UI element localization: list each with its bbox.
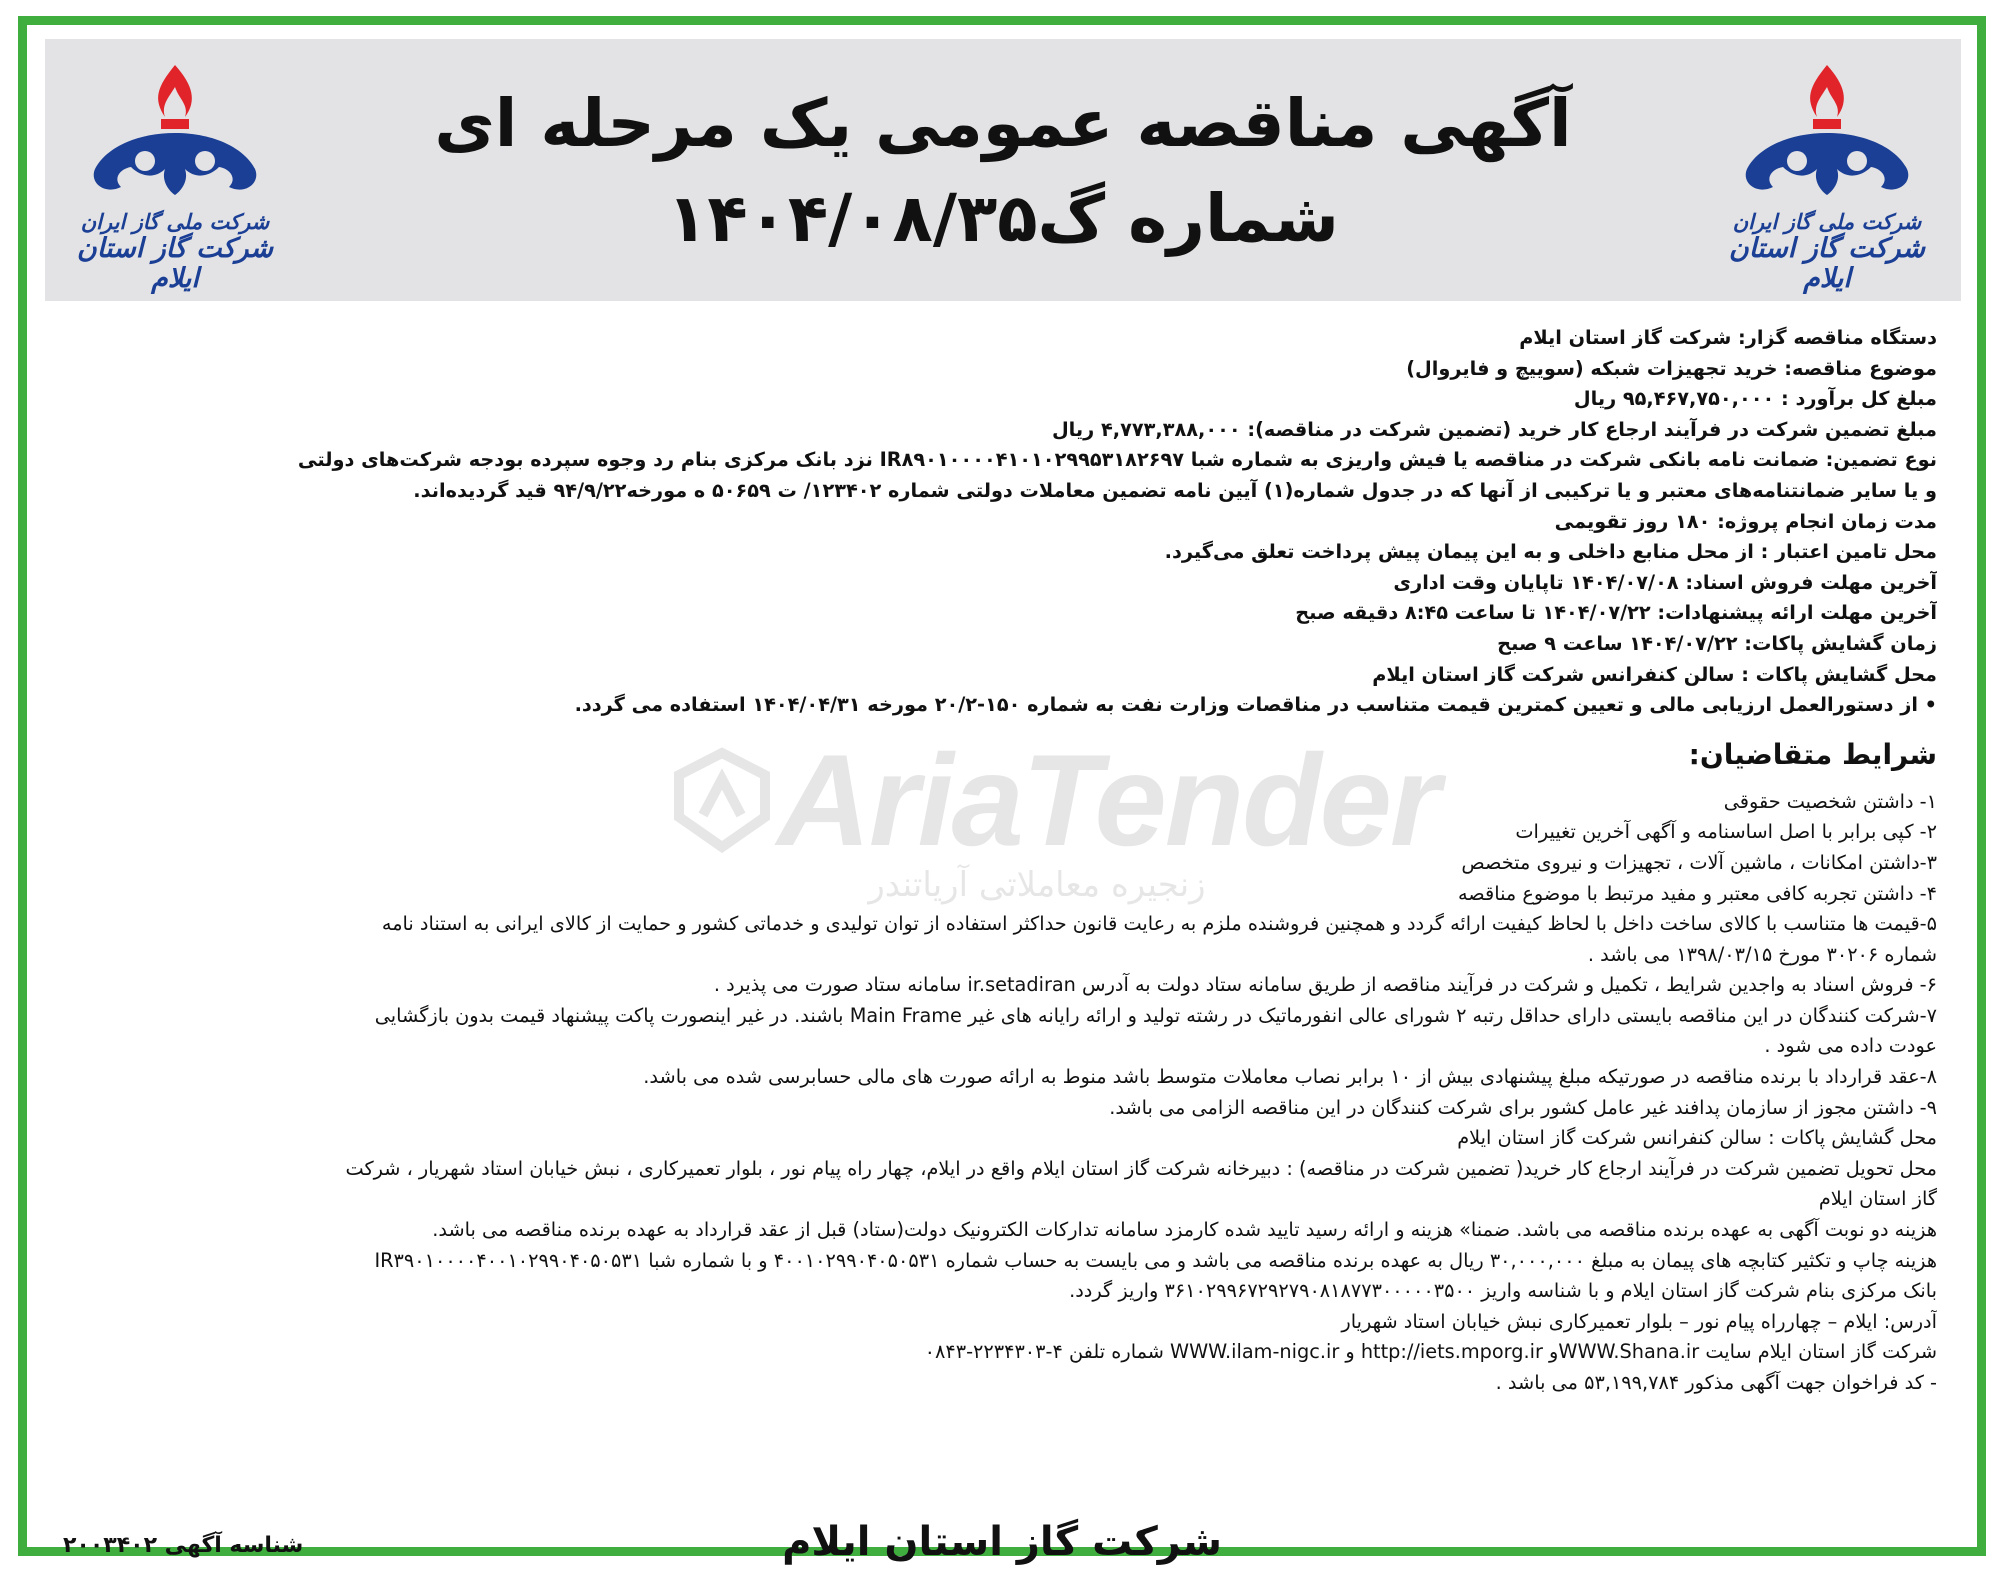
conditions-heading: شرایط متقاضیان: [1688, 737, 1937, 771]
condition-item: ۷-شرکت کنندگان در این مناقصه بایستی دارای حداقل رتبه ۲ شورای عالی انفورماتیک در رشته تولید و ارائه رایانه های غیر Main Frame باشند. در غیر اینصورت پاکت پیشنهاد قیمت بدون بازگشایی [374, 1003, 1937, 1027]
title-line-2: شماره گ۱۴۰۴/۰۸/۳۵ [667, 180, 1339, 257]
detail-guarantee-type-cont: و یا سایر ضمانتنامه‌های معتبر و یا ترکیبی از آنها که در جدول شماره(۱) آیین نامه تضمین معاملات دولتی شماره ۱۲۳۴۰۲/ ت ۵۰۶۵۹ ه مورخه۹۴/۹/۲۲ قید گردیده‌اند. [413, 478, 1937, 502]
condition-item: شماره ۳۰۲۰۶ مورخ ۱۳۹۸/۰۳/۱۵ می باشد . [1587, 942, 1937, 966]
condition-item: محل گشایش پاکات : سالن کنفرانس شرکت گاز استان ایلام [1457, 1126, 1937, 1150]
condition-item: ۳-داشتن امکانات ، ماشین آلات ، تجهیزات و نیروی متخصص [1461, 850, 1937, 874]
gas-flame-logo-icon [65, 57, 285, 207]
condition-item: هزینه چاپ و تکثیر کتابچه های پیمان به مبلغ ۳۰,۰۰۰,۰۰۰ ریال به عهده برنده مناقصه می باشد و می بایست به حساب شماره ۴۰۰۱۰۲۹۹۰۴۰۵۰۵۳۱ و با شماره شبا IR۳۹۰۱۰۰۰۰۴۰۰۱۰۲۹۹۰۴۰۵۰۵۳۱ [374, 1248, 1937, 1272]
detail-subject: موضوع مناقصه: خرید تجهیزات شبکه (سوییچ و فایروال) [1406, 356, 1937, 380]
detail-guarantee-amount: مبلغ تضمین شرکت در فرآیند ارجاع کار خرید (تضمین شرکت در مناقصه): ۴,۷۷۳,۳۸۸,۰۰۰ ریال [1051, 417, 1937, 441]
condition-item: گاز استان ایلام [1818, 1187, 1937, 1211]
detail-duration: مدت زمان انجام پروژه: ۱۸۰ روز تقویمی [1554, 509, 1937, 533]
condition-item: ۲- کپی برابر با اصل اساسنامه و آگهی آخرین تغییرات [1515, 820, 1937, 844]
detail-opening-time: زمان گشایش پاکات: ۱۴۰۴/۰۷/۲۲ ساعت ۹ صبح [1497, 631, 1937, 655]
watermark-brand: AriaTender [777, 727, 1439, 873]
detail-opening-place: محل گشایش پاکات : سالن کنفرانس شرکت گاز استان ایلام [1372, 662, 1937, 686]
footer-ad-id: شناسه آگهی ۲۰۰۳۴۰۲ [63, 1533, 304, 1558]
detail-organizer: دستگاه مناقصه گزار: شرکت گاز استان ایلام [1519, 326, 1937, 349]
condition-item: ۸-عقد قرارداد با برنده مناقصه در صورتیکه مبلغ پیشنهادی بیش از ۱۰ برابر نصاب معاملات متوسط باشد منوط به ارائه صورت های مالی حسابرسی شده می باشد. [643, 1065, 1937, 1089]
logo-caption-ilam: شرکت گاز استان ایلام [1728, 233, 1926, 294]
condition-item: عودت داده می شود . [1764, 1034, 1937, 1058]
company-logo-right [1717, 57, 1937, 294]
condition-item: بانک مرکزی بنام شرکت گاز استان ایلام و با شناسه واریز ۳۶۱۰۲۹۹۶۷۲۹۲۷۹۰۸۱۸۷۷۳۰۰۰۰۰۳۵۰۰ واریز گردد. [1069, 1279, 1937, 1303]
logo-caption-ilam: شرکت گاز استان ایلام [76, 233, 274, 294]
title-line-1: آگهی مناقصه عمومی یک مرحله ای [434, 85, 1572, 162]
company-logo-left [65, 57, 285, 294]
condition-item: محل تحویل تضمین شرکت در فرآیند ارجاع کار خرید( تضمین شرکت در مناقصه) : دبیرخانه شرکت گاز استان ایلام واقع در ایلام، چهار راه پیام نور ، بلوار تعمیرکاری ، نبش خیابان استاد شهریار ، شرکت [345, 1156, 1937, 1180]
detail-bid-deadline: آخرین مهلت ارائه پیشنهادات: ۱۴۰۴/۰۷/۲۲ تا ساعت ۸:۴۵ دقیقه صبح [1295, 601, 1937, 625]
condition-item: هزینه دو نوبت آگهی به عهده برنده مناقصه می باشد. ضمنا» هزینه و ارائه رسید تایید شده کارمزد سامانه تدارکات الکترونیک دولت(ستاد) قبل از عقد قرارداد به عهده برنده مناقصه می باشد. [432, 1218, 1937, 1242]
logo-caption-nigc: شرکت ملی گاز ایران [80, 210, 270, 234]
notice-title [305, 79, 1701, 269]
detail-estimate: مبلغ کل برآورد : ۹۵,۴۶۷,۷۵۰,۰۰۰ ریال [1573, 387, 1937, 411]
gas-flame-logo-icon [1717, 57, 1937, 207]
notice-header [45, 39, 1961, 301]
condition-item: ۶- فروش اسناد به واجدین شرایط ، تکمیل و شرکت در فرآیند مناقصه از طریق سامانه ستاد دولت به آدرس ir.setadiran سامانه ستاد صورت می پذیرد . [713, 973, 1937, 997]
condition-item: ۴- داشتن تجربه کافی معتبر و مفید مرتبط با موضوع مناقصه [1457, 881, 1937, 905]
condition-item: ۱- داشتن شخصیت حقوقی [1723, 789, 1937, 813]
footer-company-name: شرکت گاز استان ایلام [782, 1519, 1222, 1565]
detail-doc-deadline: آخرین مهلت فروش اسناد: ۱۴۰۴/۰۷/۰۸ تاپایان وقت اداری [1393, 570, 1937, 594]
notice-frame [18, 16, 1986, 1565]
condition-item: آدرس: ایلام – چهارراه پیام نور – بلوار تعمیرکاری نبش خیابان استاد شهریار [1341, 1309, 1937, 1333]
notice-body [67, 323, 1937, 1399]
detail-evaluation-note: • از دستورالعمل ارزیابی مالی و تعیین کمترین قیمت متناسب در مناقصات وزارت نفت به شماره ۱۵۰-۲۰/۲ مورخه ۱۴۰۴/۰۴/۳۱ استفاده می گردد. [574, 693, 1937, 717]
condition-item: - کد فراخوان جهت آگهی مذکور ۵۳,۱۹۹,۷۸۴ می باشد . [1495, 1371, 1937, 1394]
logo-caption-nigc: شرکت ملی گاز ایران [1732, 210, 1922, 234]
condition-item: ۵-قیمت ها متناسب با کالای ساخت داخل با لحاظ کیفیت ارائه گردد و همچنین فروشنده ملزم به رعایت قانون حداکثر استفاده از توان تولیدی و خدماتی کشور و حمایت از کالای ایرانی به استناد نامه [381, 912, 1937, 936]
condition-item: شرکت گاز استان ایلام سایت WWW.Shana.irو http://iets.mporg.ir و WWW.ilam-nigc.ir شماره تلفن ۴-۲۲۳۴۳۰۳-۰۸۴۳ [924, 1340, 1937, 1364]
condition-item: ۹- داشتن مجوز از سازمان پدافند غیر عامل کشور برای شرکت کنندگان در این مناقصه الزامی می باشد. [1109, 1095, 1937, 1119]
detail-guarantee-type: نوع تضمین: ضمانت نامه بانکی شرکت در مناقصه یا فیش واریزی به شماره شبا IR۸۹۰۱۰۰۰۰۴۱۰۱۰۲۹۹۵۳۱۸۲۶۹۷ نزد بانک مرکزی بنام رد وجوه سپرده بودجه شرکت‌های دولتی [297, 448, 1937, 472]
watermark-tagline: زنجیره معاملاتی آریاتندر [868, 865, 1206, 905]
detail-funding: محل تامین اعتبار : از محل منابع داخلی و به این پیمان پیش پرداخت تعلق می‌گیرد. [1164, 540, 1937, 564]
